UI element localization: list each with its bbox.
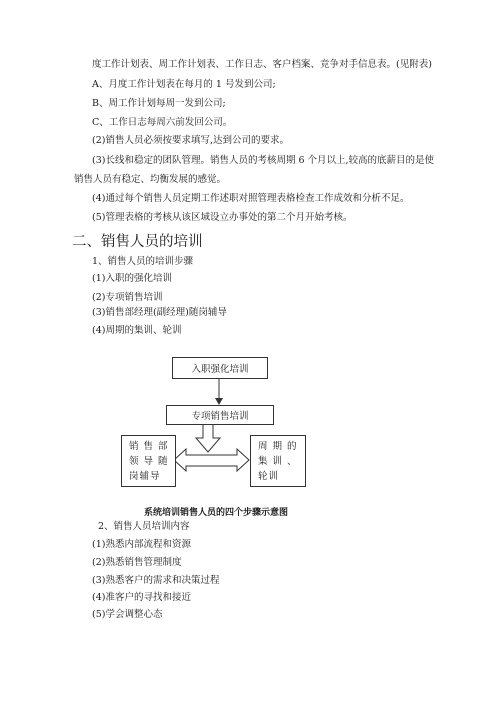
steps-item-4: (4)周期的集训、轮训 bbox=[92, 325, 182, 336]
diagram-caption: 系统培训销售人员的四个步骤示意图 bbox=[144, 508, 289, 518]
section-title: 二、销售人员的培训 bbox=[72, 234, 203, 250]
arrow-head-top bbox=[215, 398, 223, 405]
box-manager-coaching: 销 售 部 领 导 随 岗辅导 bbox=[121, 435, 176, 487]
content-item-1: (1)熟悉内部流程和资源 bbox=[92, 539, 191, 550]
content-item-2: (2)熟悉销售管理制度 bbox=[92, 557, 182, 568]
box-periodic-training: 周 期 的 集 训 、 轮训 bbox=[250, 435, 306, 487]
para-line-2: A、月度工作计划表在每月的 1 号发到公司; bbox=[92, 79, 276, 90]
para-line-4: C、工作日志每周六前发回公司。 bbox=[92, 117, 233, 128]
steps-item-3: (3)销售部经理(副经理)随岗辅导 bbox=[92, 307, 227, 318]
content-item-3: (3)熟悉客户的需求和决策过程 bbox=[92, 575, 220, 586]
para-line-6: (3)长线和稳定的团队管理。销售人员的考核周期 6 个月以上,较高的底薪目的是使 bbox=[92, 155, 435, 166]
double-arrow bbox=[174, 449, 249, 471]
box-special-training: 专项销售培训 bbox=[166, 405, 274, 425]
para-line-8: (4)通过每个销售人员定期工作述职对照管理表格检查工作成效和分析不足。 bbox=[92, 193, 410, 204]
steps-heading: 1、销售人员的培训步骤 bbox=[92, 256, 194, 267]
para-line-9: (5)管理表格的考核从该区域设立办事处的第二个月开始考核。 bbox=[92, 212, 353, 223]
box-onboarding-training: 入职强化培训 bbox=[172, 357, 268, 379]
content-heading: 2、销售人员培训内容 bbox=[98, 521, 190, 532]
para-line-1: 度工作计划表、周工作计划表、工作日志、客户档案、竞争对手信息表。(见附表) bbox=[92, 59, 432, 70]
steps-item-2: (2)专项销售培训 bbox=[92, 292, 163, 303]
para-line-7: 销售人员有稳定、均衡发展的感觉。 bbox=[74, 174, 227, 185]
content-item-4: (4)准客户的寻找和接近 bbox=[92, 592, 191, 603]
para-line-3: B、周工作计划每周一发到公司; bbox=[92, 98, 226, 109]
steps-item-1: (1)入职的强化培训 bbox=[92, 273, 172, 284]
para-line-5: (2)销售人员必须按要求填写,达到公司的要求。 bbox=[92, 135, 289, 146]
hollow-down-arrow bbox=[196, 424, 220, 452]
content-item-5: (5)学会调整心态 bbox=[92, 609, 163, 620]
